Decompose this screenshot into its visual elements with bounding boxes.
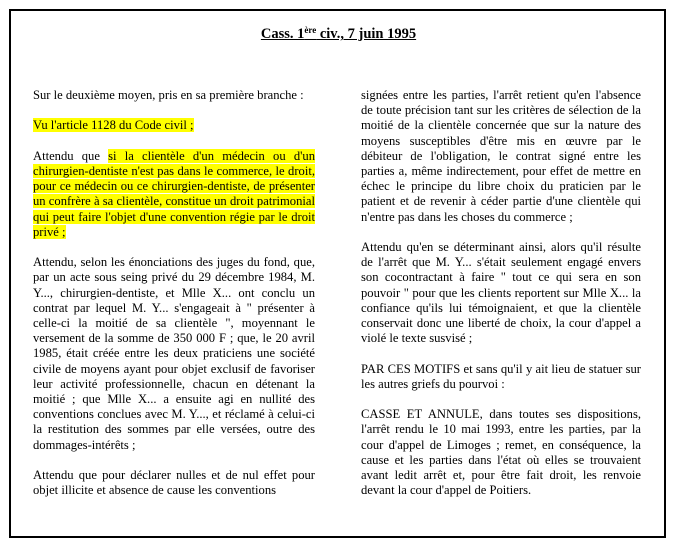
left-column (33, 88, 315, 498)
paragraph-facts: Attendu, selon les énonciations des juges du fond, que, par un acte sous seing privé du 29 décembre 1984, M. Y..., chirurgien-dentiste, et Mlle X... ont conclu un contrat par lequel M. Y... s'engageait à " présenter à celle-ci la moitié de sa clientèle ", moyennant le versement de la somme de 350 000 F ; que, le 20 avril 1985, était créée entre les deux praticiens une société civile de moyens ayant pour objet exclusif de favoriser leur activité professionnelle, chacun en détenant la moitié ; que Mlle X... a ensuite agi en nullité des conventions conclues avec M. Y..., et réclamé à celui-ci la restitution des sommes par elle versées, outre des dommages-intérêts ; (33, 255, 315, 452)
paragraph-violation: Attendu qu'en se déterminant ainsi, alors qu'il résulte de l'arrêt que M. Y... s'était seulement engagé envers son cocontractant à faire " tout ce qui sera en son pouvoir " pour que les clients reportent sur Mlle X... la confiance qu'ils lui témoignaient, et que la clientèle conservait donc une liberté de choix, la cour d'appel a violé le texte susvisé ; (361, 240, 641, 346)
page-title: Cass. 1ère civ., 7 juin 1995 (260, 25, 417, 42)
paragraph-reasoning: signées entre les parties, l'arrêt retient qu'en l'absence de toute précision tant sur les critères de sélection de la moitié de la clientèle concernée que sur la nature des moyens susceptibles d'être mis en œuvre par le débiteur de l'obligation, le contrat signé entre les parties a, même indirectement, pour effet de mettre en échec le principe du libre choix du praticien par le patient et de revenir à céder partie d'une clientèle qui n'entre pas dans les choses du commerce ; (361, 88, 641, 224)
highlighted-text: Vu l'article 1128 du Code civil ; (33, 118, 194, 133)
paragraph-declaration: Attendu que pour déclarer nulles et de nul effet pour objet illicite et absence de cause les conventions (33, 468, 315, 498)
paragraph-principle: Attendu que si la clientèle d'un médecin ou d'un chirurgien-dentiste n'est pas dans le commerce, le droit, pour ce médecin ou ce chirurgien-dentiste, de présenter un confrère à sa clientèle, constitue un droit patrimonial qui peut faire l'objet d'une convention régie par le droit privé ; (33, 148, 315, 239)
paragraph-moyen: Sur le deuxième moyen, pris en sa première branche : (33, 88, 304, 102)
paragraph-article (33, 118, 315, 133)
paragraph-decision: CASSE ET ANNULE, dans toutes ses dispositions, l'arrêt rendu le 10 mai 1993, entre les parties, par la cour d'appel de Limoges ; remet, en conséquence, la cause et les parties dans l'état où elles se trouvaient avant ledit arrêt et, pour être fait droit, les renvoie devant la cour d'appel de Poitiers. (361, 407, 641, 498)
right-column (361, 88, 641, 498)
paragraph-motifs: PAR CES MOTIFS et sans qu'il y ait lieu de statuer sur les autres griefs du pourvoi : (361, 361, 641, 391)
highlighted-text: si la clientèle d'un médecin ou d'un chirurgien-dentiste n'est pas dans le commerce, le droit, pour ce médecin ou ce chirurgien-dentiste, de présenter un confrère à sa clientèle, constitue un droit patrimonial qui peut faire l'objet d'une convention régie par le droit privé ; (33, 148, 315, 239)
